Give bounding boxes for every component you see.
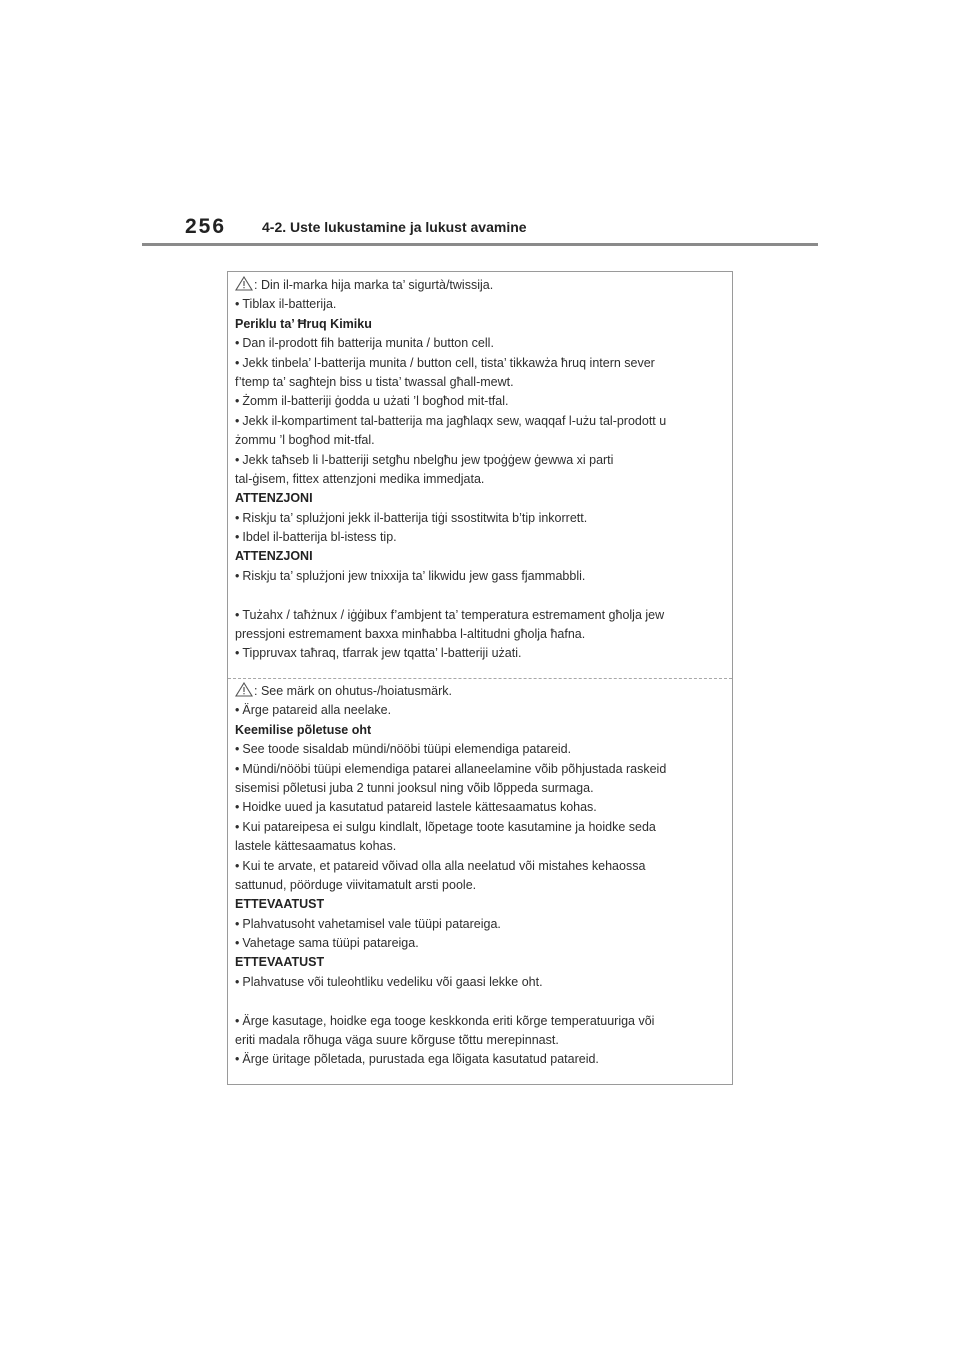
spacer [235, 586, 732, 605]
intro-text: : See märk on ohutus-/hoiatusmärk. [254, 684, 453, 698]
list-item: • Jekk taħseb li l-batteriji setgħu nbelgħu jew tpoġġew ġewwa xi parti [235, 452, 614, 467]
warning-triangle-icon [235, 276, 253, 291]
warning-triangle-icon [235, 682, 253, 697]
list-item: • Riskju ta’ splużjoni jekk il-batterija tiġi ssostitwita b’tip inkorrett. [235, 510, 588, 525]
safety-mark-intro [235, 276, 732, 295]
spacer [235, 992, 732, 1011]
caution-heading: ATTENZJONI [235, 491, 313, 506]
list-item: • Plahvatuse või tuleohtliku vedeliku või gaasi lekke oht. [235, 974, 543, 989]
list-item: • Jekk il-kompartiment tal-batterija ma jagħlaqx sew, waqqaf l-użu tal-prodott u [235, 413, 667, 428]
caution-heading: ATTENZJONI [235, 549, 313, 564]
list-item: • Ärge patareid alla neelake. [235, 703, 392, 718]
list-item: • Ibdel il-batterija bl-istess tip. [235, 530, 397, 545]
list-item-continuation: sattunud, pöörduge viivitamatult arsti poole. [235, 877, 477, 892]
list-item-continuation: sisemisi põletusi juba 2 tunni jooksul ning võib lõppeda surmaga. [235, 780, 594, 795]
list-item: • Ärge üritage põletada, purustada ega lõigata kasutatud patareid. [235, 1052, 599, 1067]
list-item-continuation: tal-ġisem, fittex attenzjoni medika immedjata. [235, 471, 485, 486]
list-item: • Plahvatusoht vahetamisel vale tüüpi patareiga. [235, 916, 501, 931]
battery-safety-notice [227, 271, 733, 1085]
list-item: • Kui patareipesa ei sulgu kindlalt, lõpetage toote kasutamine ja hoidke seda [235, 819, 656, 834]
intro-text: : Din il-marka hija marka ta’ sigurtà/twissija. [254, 278, 494, 292]
maltese-warning-section [228, 276, 732, 664]
header-divider [142, 243, 818, 246]
list-item: • Vahetage sama tüüpi patareiga. [235, 936, 419, 951]
list-item: • Jekk tinbela’ l-batterija munita / button cell, tista’ tikkawża ħruq intern sever [235, 355, 655, 370]
list-item-continuation: pressjoni estremament baxxa minħabba l-altitudni għolja ħafna. [235, 627, 586, 642]
list-item: • Tużahx / taħżnux / iġġibux f’ambjent ta’ temperatura estremament għolja jew [235, 607, 665, 622]
list-item: • Dan il-prodott fih batterija munita / button cell. [235, 336, 494, 351]
list-item: • Tippruvax taħraq, tfarrak jew tqatta’ l-batteriji użati. [235, 646, 522, 661]
list-item: • Kui te arvate, et patareid võivad olla alla neelatud või mistahes kehaossa [235, 858, 646, 873]
section-title: 4-2. Uste lukustamine ja lukust avamine [262, 219, 527, 235]
page-number: 256 [185, 215, 227, 238]
list-item: • Tiblax il-batterija. [235, 297, 337, 312]
list-item-continuation: żommu ’l bogħod mit-tfal. [235, 433, 375, 448]
list-item-continuation: eriti madala rõhuga väga suure kõrguse tõttu merepinnast. [235, 1033, 559, 1048]
list-item-continuation: lastele kättesaamatus kohas. [235, 839, 397, 854]
list-item-continuation: f’temp ta’ sagħtejn biss u tista’ twassal għall-mewt. [235, 374, 514, 389]
list-item: • Mündi/nööbi tüüpi elemendiga patarei allaneelamine võib põhjustada raskeid [235, 761, 667, 776]
subheading: Keemilise põletuse oht [235, 722, 372, 737]
section-divider [228, 678, 732, 679]
list-item: • Ärge kasutage, hoidke ega tooge keskkonda eriti kõrge temperatuuriga või [235, 1013, 655, 1028]
caution-heading: ETTEVAATUST [235, 897, 325, 912]
page-header [0, 0, 960, 250]
list-item: • Żomm il-batteriji ġodda u użati ’l bogħod mit-tfal. [235, 394, 509, 409]
list-item: • See toode sisaldab mündi/nööbi tüüpi elemendiga patareid. [235, 742, 572, 757]
safety-mark-intro [235, 682, 732, 701]
caution-heading: ETTEVAATUST [235, 955, 325, 970]
subheading: Periklu ta’ Ħruq Kimiku [235, 316, 372, 331]
list-item: • Hoidke uued ja kasutatud patareid lastele kättesaamatus kohas. [235, 800, 597, 815]
estonian-warning-section [228, 682, 732, 1070]
list-item: • Riskju ta’ splużjoni jew tnixxija ta’ likwidu jew gass fjammabbli. [235, 568, 586, 583]
